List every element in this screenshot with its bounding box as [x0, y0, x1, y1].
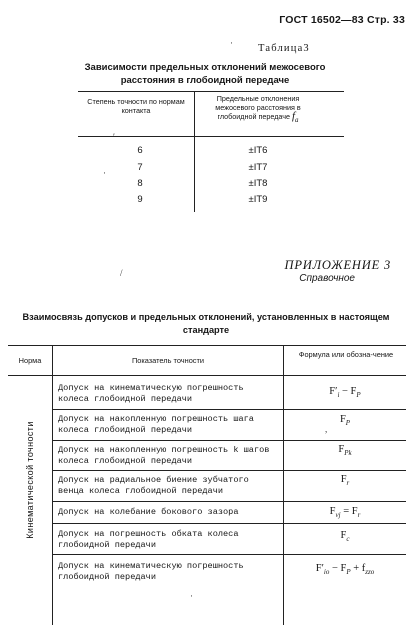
table-top-rule	[8, 345, 406, 346]
table-row-text: Допуск на радиальное биение зубчатого венца колеса глобоидной передачи	[58, 475, 249, 496]
table-row-text: Допуск на накопленную погрешность шага колеса глобоидной передачи	[58, 414, 254, 435]
table3-row-value: ±IТ7	[248, 162, 268, 173]
table3-row-value: ±IТ9	[248, 194, 268, 205]
table-header-rule	[8, 375, 406, 376]
row-divider	[52, 470, 406, 471]
scan-speck: /	[120, 268, 123, 278]
page-header: ГОСТ 16502—83 Стр. 33	[279, 14, 405, 26]
table-title: Зависимости предельных отклонений межосевого расстояния в глобоидной передаче	[84, 62, 326, 86]
row-divider	[52, 554, 406, 555]
table-header-formula: Формула или обозна-чение	[298, 350, 394, 359]
scan-speck: ·	[190, 591, 193, 601]
row-divider	[52, 440, 406, 441]
table3-row-value: ±IТ6	[248, 145, 268, 156]
scan-speck: ·	[103, 168, 106, 178]
table-row-formula: $F_r$	[340, 474, 350, 488]
table3-row-grade: 6	[137, 145, 143, 156]
scan-speck: ,	[325, 424, 328, 434]
appendix-title: ПРИЛОЖЕНИЕ 3	[284, 258, 391, 272]
table-col-divider-1	[52, 345, 53, 625]
table-row-formula: $F_P$	[339, 414, 351, 428]
table3-header-rule	[78, 136, 344, 137]
table3-col-divider	[194, 91, 195, 212]
table-row-formula: $F_c$	[340, 530, 350, 544]
group-label: Кинематической точности	[25, 421, 35, 539]
row-divider	[52, 501, 406, 502]
table-row-text: Допуск на кинематическую погрешность глобоидной передачи	[58, 561, 244, 582]
table-row-text: Допуск на колебание бокового зазора	[58, 507, 239, 517]
table-col-divider-2	[283, 345, 284, 625]
table-row-formula: $F'_i - F_P$	[329, 386, 361, 400]
table3-row-grade: 7	[137, 162, 143, 173]
appendix-subtitle: Справочное	[299, 273, 355, 284]
table-row-formula: $F_{Pk}$	[338, 444, 352, 458]
table-row-formula: $F_{vj} = F_r$	[329, 506, 361, 520]
table-label: Таблица3	[258, 43, 310, 54]
table-header-indicator: Показатель точности	[131, 356, 205, 365]
table-row-formula: $F'_{io} - F_P + f_{zzo}$	[315, 563, 375, 577]
row-divider	[52, 409, 406, 410]
table-row-text: Допуск на накопленную погрешность k шагов колеса глобоидной передачи	[58, 445, 270, 466]
row-divider	[52, 523, 406, 524]
table-row-text: Допуск на погрешность обката колеса глобоидной передачи	[58, 529, 239, 550]
table-row-text: Допуск на кинематическую погрешность колеса глобоидной передачи	[58, 383, 244, 404]
table3-row-grade: 9	[137, 194, 143, 205]
table3-col2-header-text: Предельные отклонения межосевого расстояния в глобоидной передаче	[215, 94, 301, 121]
table3-col2-symbol: $f_a$	[291, 110, 299, 125]
table-header-norm: Норма	[18, 356, 42, 365]
table3-top-rule	[78, 91, 344, 92]
table3-row-grade: 8	[137, 178, 143, 189]
scan-speck: ′	[113, 132, 115, 142]
table3-col2-header	[202, 95, 314, 125]
table3-row-value: ±IТ8	[248, 178, 268, 189]
section-title: Взаимосвязь допусков и предельных отклонений, установленных в настоящем стандарте	[22, 312, 390, 335]
scan-speck: ·	[230, 38, 233, 48]
table3-col1-header: Степень точности по нормам контакта	[87, 97, 185, 115]
